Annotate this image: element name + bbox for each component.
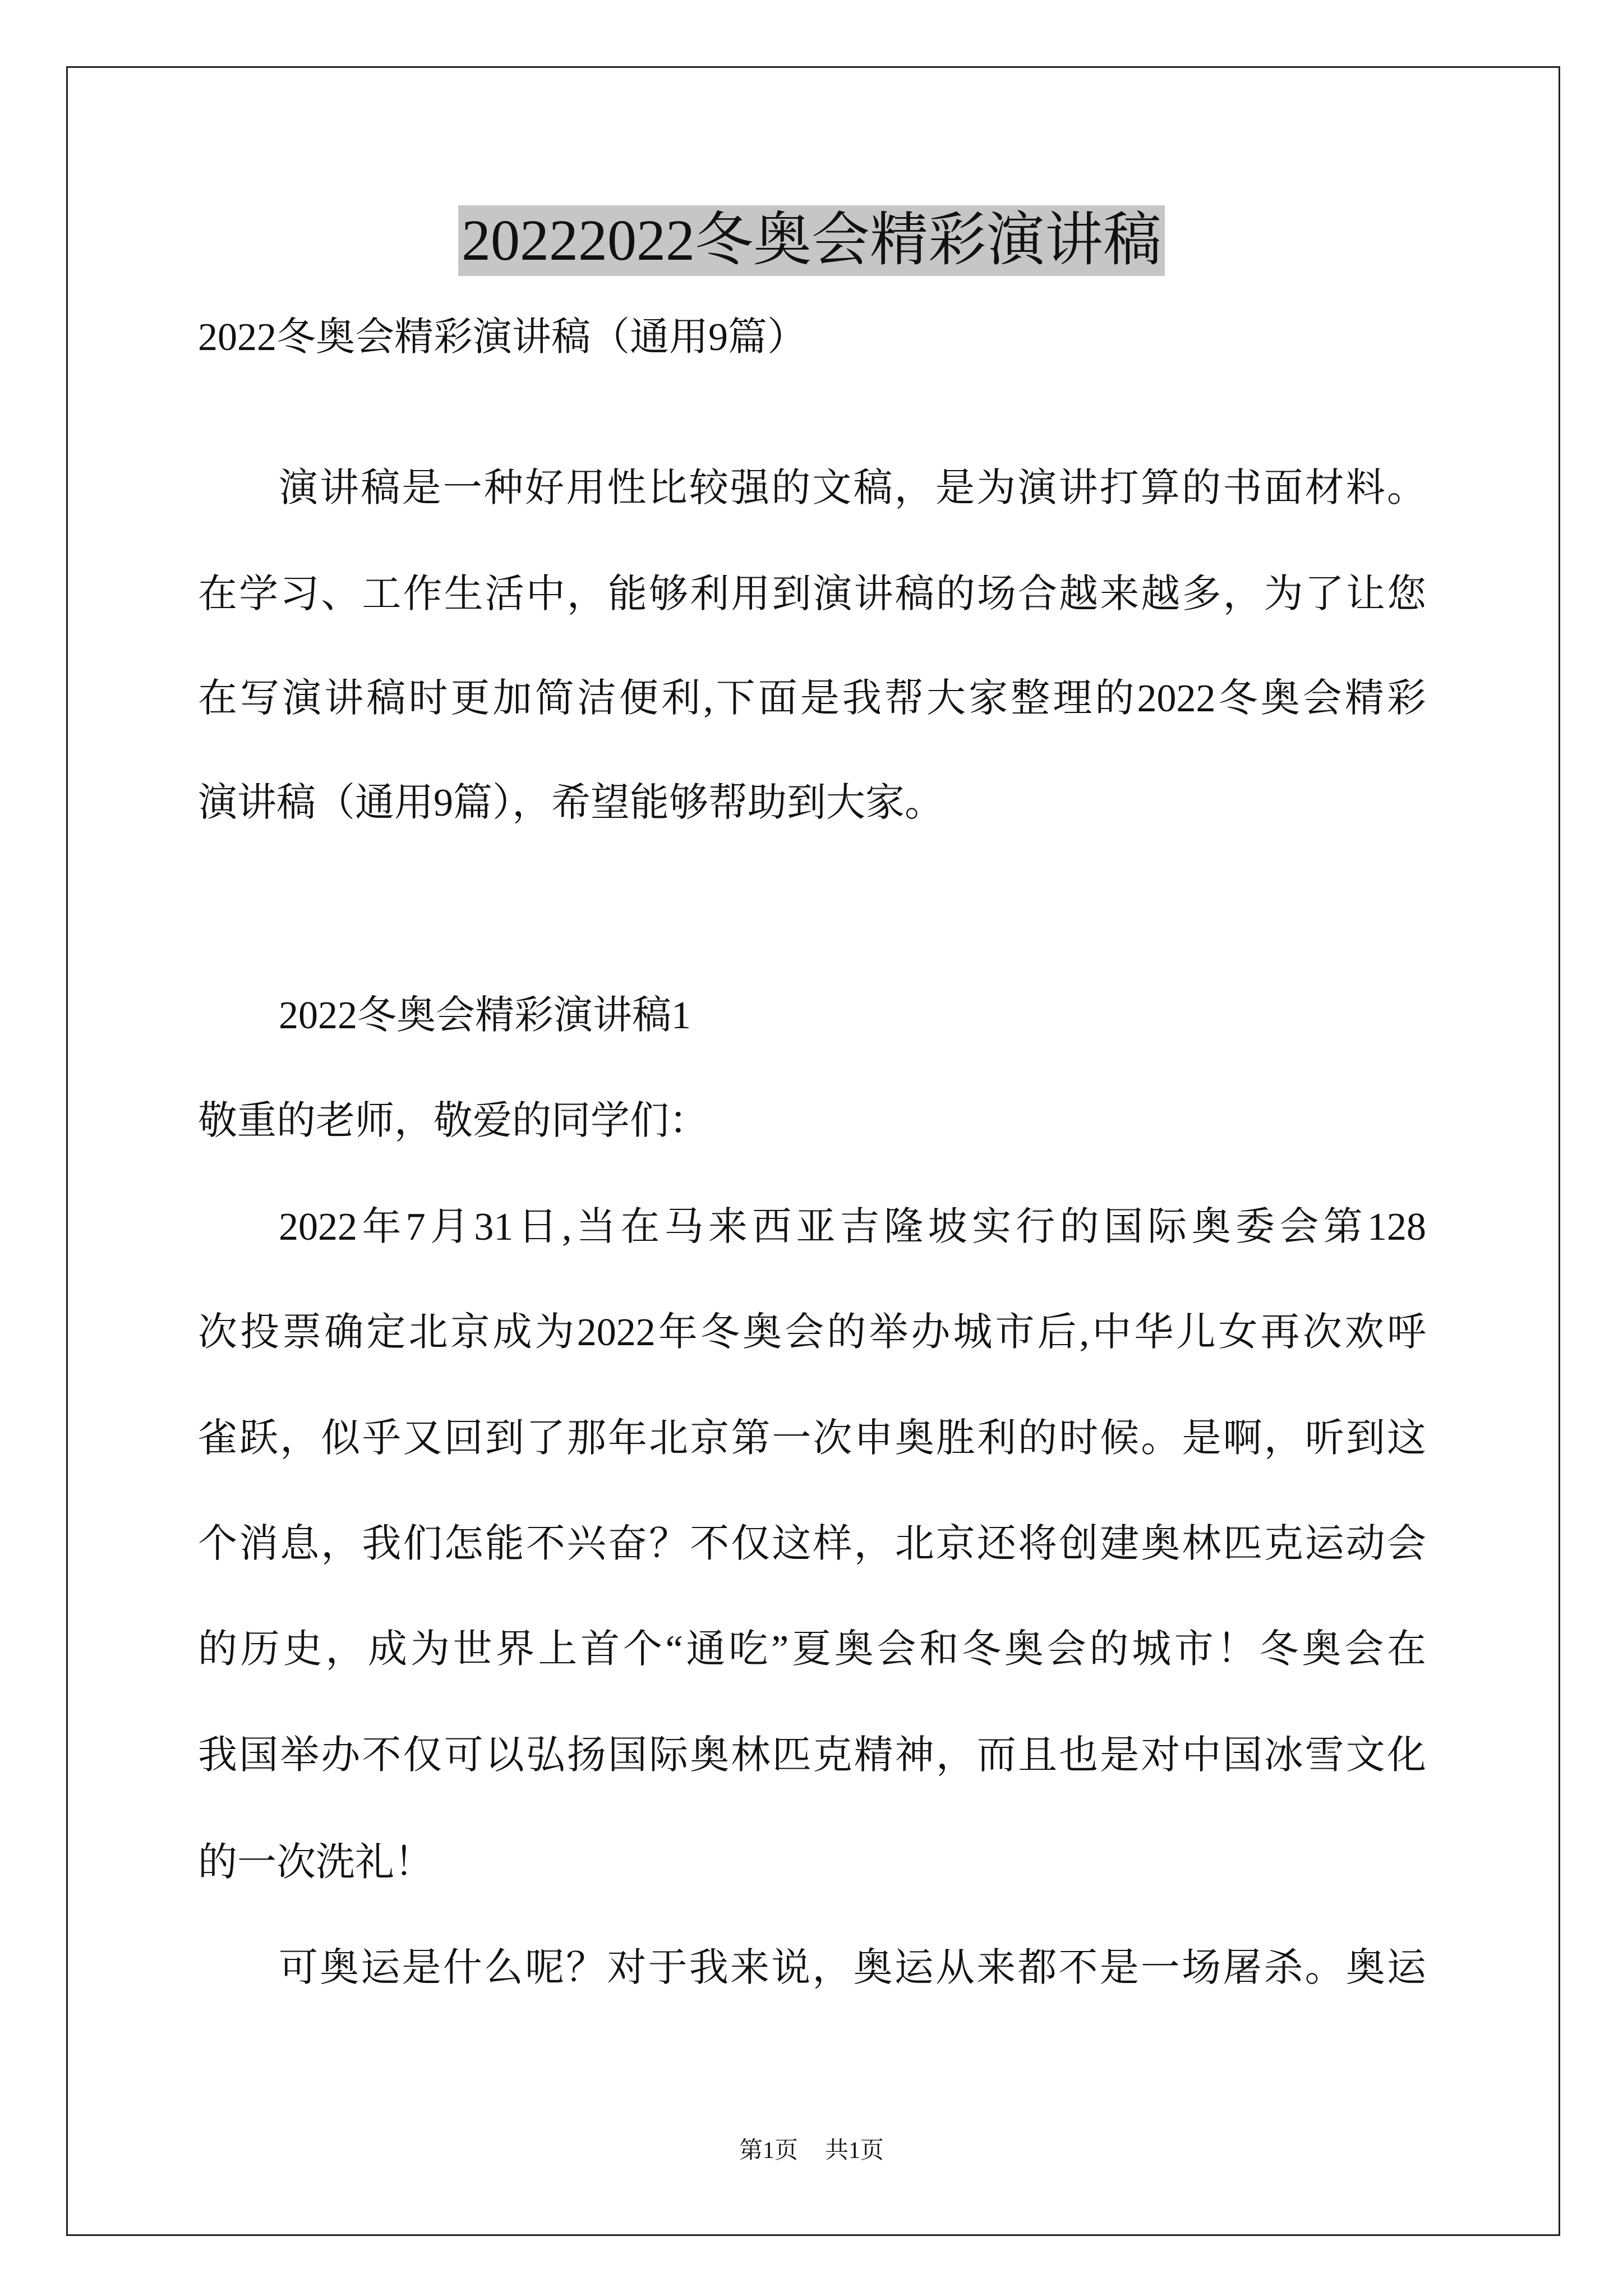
page-total: 共1页 bbox=[825, 2138, 884, 2164]
document-title: 20222022冬奥会精彩演讲稿 bbox=[458, 205, 1165, 276]
paragraph-line: 的一次洗礼！ bbox=[198, 1841, 434, 1884]
paragraph-line: 次投票确定北京成为2022年冬奥会的举办城市后,中华儿女再次欢呼 bbox=[198, 1311, 1426, 1354]
paragraph-line: 个消息，我们怎能不兴奋？不仅这样，北京还将创建奥林匹克运动会 bbox=[198, 1522, 1426, 1566]
page-border bbox=[66, 66, 1560, 2236]
intro-line: 在学习、工作生活中，能够利用到演讲稿的场合越来越多，为了让您 bbox=[198, 573, 1426, 616]
salutation: 敬重的老师，敬爱的同学们： bbox=[198, 1099, 708, 1143]
section-heading: 2022冬奥会精彩演讲稿1 bbox=[279, 994, 691, 1037]
page-footer bbox=[0, 2136, 1623, 2165]
paragraph-line: 我国举办不仅可以弘扬国际奥林匹克精神，而且也是对中国冰雪文化 bbox=[198, 1734, 1426, 1777]
paragraph-line: 2022年7月31日,当在马来西亚吉隆坡实行的国际奥委会第128 bbox=[279, 1205, 1426, 1249]
page-number: 第1页 bbox=[739, 2138, 798, 2164]
paragraph-line: 雀跃，似乎又回到了那年北京第一次申奥胜利的时候。是啊，听到这 bbox=[198, 1417, 1426, 1460]
intro-line: 演讲稿是一种好用性比较强的文稿，是为演讲打算的书面材料。 bbox=[279, 467, 1426, 510]
paragraph-line: 的历史，成为世界上首个“通吃”夏奥会和冬奥会的城市！冬奥会在 bbox=[198, 1628, 1426, 1671]
intro-line: 演讲稿（通用9篇），希望能够帮助到大家。 bbox=[198, 781, 944, 825]
paragraph-line: 可奥运是什么呢？对于我来说，奥运从来都不是一场屠杀。奥运 bbox=[279, 1947, 1426, 1990]
document-subtitle: 2022冬奥会精彩演讲稿（通用9篇） bbox=[198, 316, 806, 359]
intro-line: 在写演讲稿时更加简洁便利,下面是我帮大家整理的2022冬奥会精彩 bbox=[198, 677, 1426, 720]
